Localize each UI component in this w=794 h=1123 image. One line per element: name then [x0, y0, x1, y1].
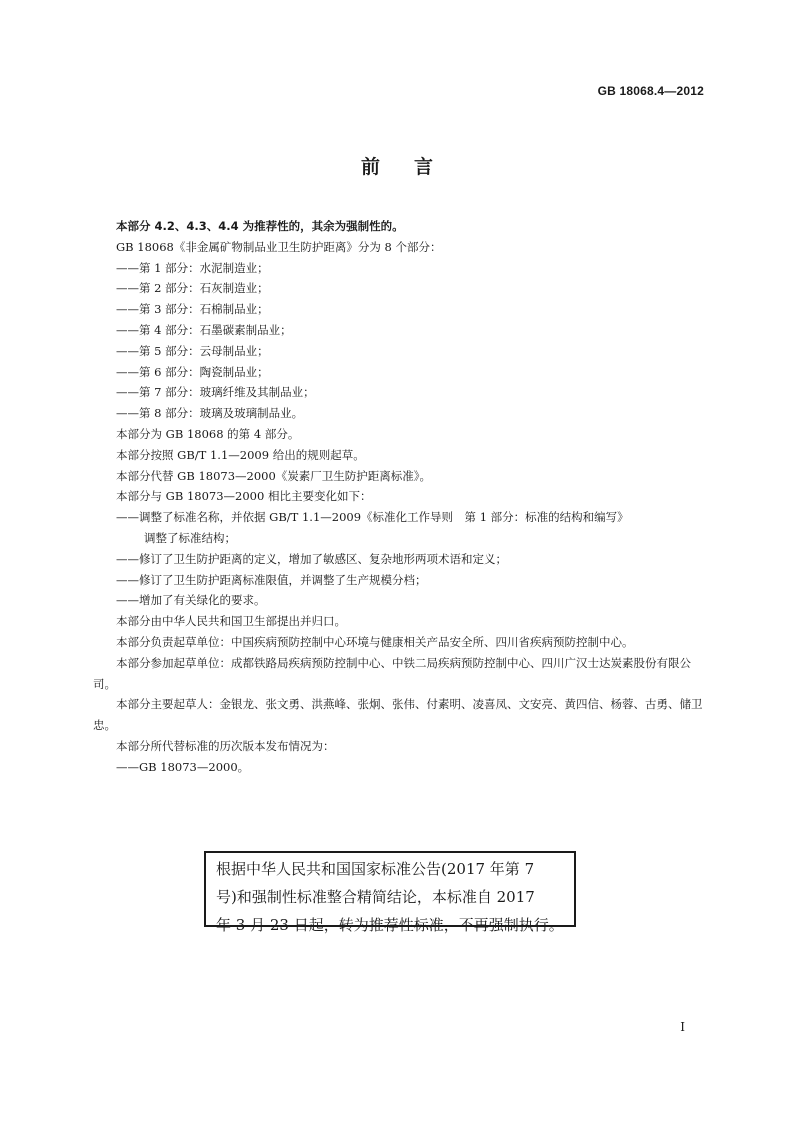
- foreword-paragraph: 本部分参加起草单位：成都铁路局疾病预防控制中心、中铁二局疾病预防控制中心、四川广汉士达炭素股份有限公司。: [93, 655, 691, 691]
- notice-line-3: 年 3 月 23 日起，转为推荐性标准，不再强制执行。: [216, 916, 564, 934]
- header-standard-code: GB 18068.4—2012: [597, 84, 704, 98]
- foreword-paragraph: ——第 7 部分：玻璃纤维及其制品业；: [116, 385, 315, 400]
- foreword-paragraph: ——调整了标准名称，并依据 GB/T 1.1—2009《标准化工作导则 第 1 部分：标准的结构和编写》: [116, 510, 629, 525]
- foreword-paragraph: 调整了标准结构；: [144, 530, 236, 545]
- foreword-paragraph: 本部分主要起草人：金银龙、张文勇、洪燕峰、张炯、张伟、付素明、凌喜凤、文安亮、黄四信、杨蓉、古勇、储卫忠。: [93, 697, 703, 733]
- foreword-paragraph: 本部分为 GB 18068 的第 4 部分。: [116, 426, 300, 441]
- page-title: 前言: [360, 156, 467, 178]
- foreword-paragraph: ——修订了卫生防护距离的定义，增加了敏感区、复杂地形两项术语和定义；: [116, 551, 507, 566]
- notice-line-2: 号)和强制性标准整合精简结论，本标准自 2017: [216, 888, 535, 906]
- foreword-paragraph: ——第 3 部分：石棉制品业；: [116, 302, 269, 317]
- notice-box: [204, 851, 576, 934]
- foreword-paragraph: 本部分与 GB 18073—2000 相比主要变化如下：: [116, 489, 372, 504]
- foreword-paragraph: 本部分代替 GB 18073—2000《炭素厂卫生防护距离标准》。: [116, 468, 432, 483]
- foreword-paragraph: ——第 4 部分：石墨碳素制品业；: [116, 322, 292, 337]
- foreword-paragraph: 本部分 4.2、4.3、4.4 为推荐性的，其余为强制性的。: [116, 219, 404, 233]
- foreword-paragraph: 本部分按照 GB/T 1.1—2009 给出的规则起草。: [116, 447, 365, 462]
- foreword-paragraph: ——第 2 部分：石灰制造业；: [116, 281, 269, 296]
- foreword-content: [93, 216, 710, 778]
- foreword-paragraph: ——第 5 部分：云母制品业；: [116, 343, 269, 358]
- page-number: I: [680, 1020, 685, 1034]
- foreword-paragraph: GB 18068《非金属矿物制品业卫生防护距离》分为 8 个部分：: [116, 239, 442, 254]
- foreword-paragraph: ——GB 18073—2000。: [116, 759, 250, 774]
- foreword-paragraph: 本部分所代替标准的历次版本发布情况为：: [116, 738, 335, 753]
- foreword-paragraph: ——修订了卫生防护距离标准限值，并调整了生产规模分档；: [116, 572, 427, 587]
- notice-line-1: 根据中华人民共和国国家标准公告(2017 年第 7: [216, 860, 535, 878]
- foreword-paragraph: ——第 6 部分：陶瓷制品业；: [116, 364, 269, 379]
- foreword-paragraph: 本部分由中华人民共和国卫生部提出并归口。: [116, 614, 346, 629]
- foreword-paragraph: 本部分负责起草单位：中国疾病预防控制中心环境与健康相关产品安全所、四川省疾病预防控制中心。: [116, 634, 634, 649]
- foreword-paragraph: ——第 8 部分：玻璃及玻璃制品业。: [116, 406, 304, 421]
- foreword-paragraph: ——增加了有关绿化的要求。: [116, 593, 266, 608]
- foreword-paragraph: ——第 1 部分：水泥制造业；: [116, 260, 269, 275]
